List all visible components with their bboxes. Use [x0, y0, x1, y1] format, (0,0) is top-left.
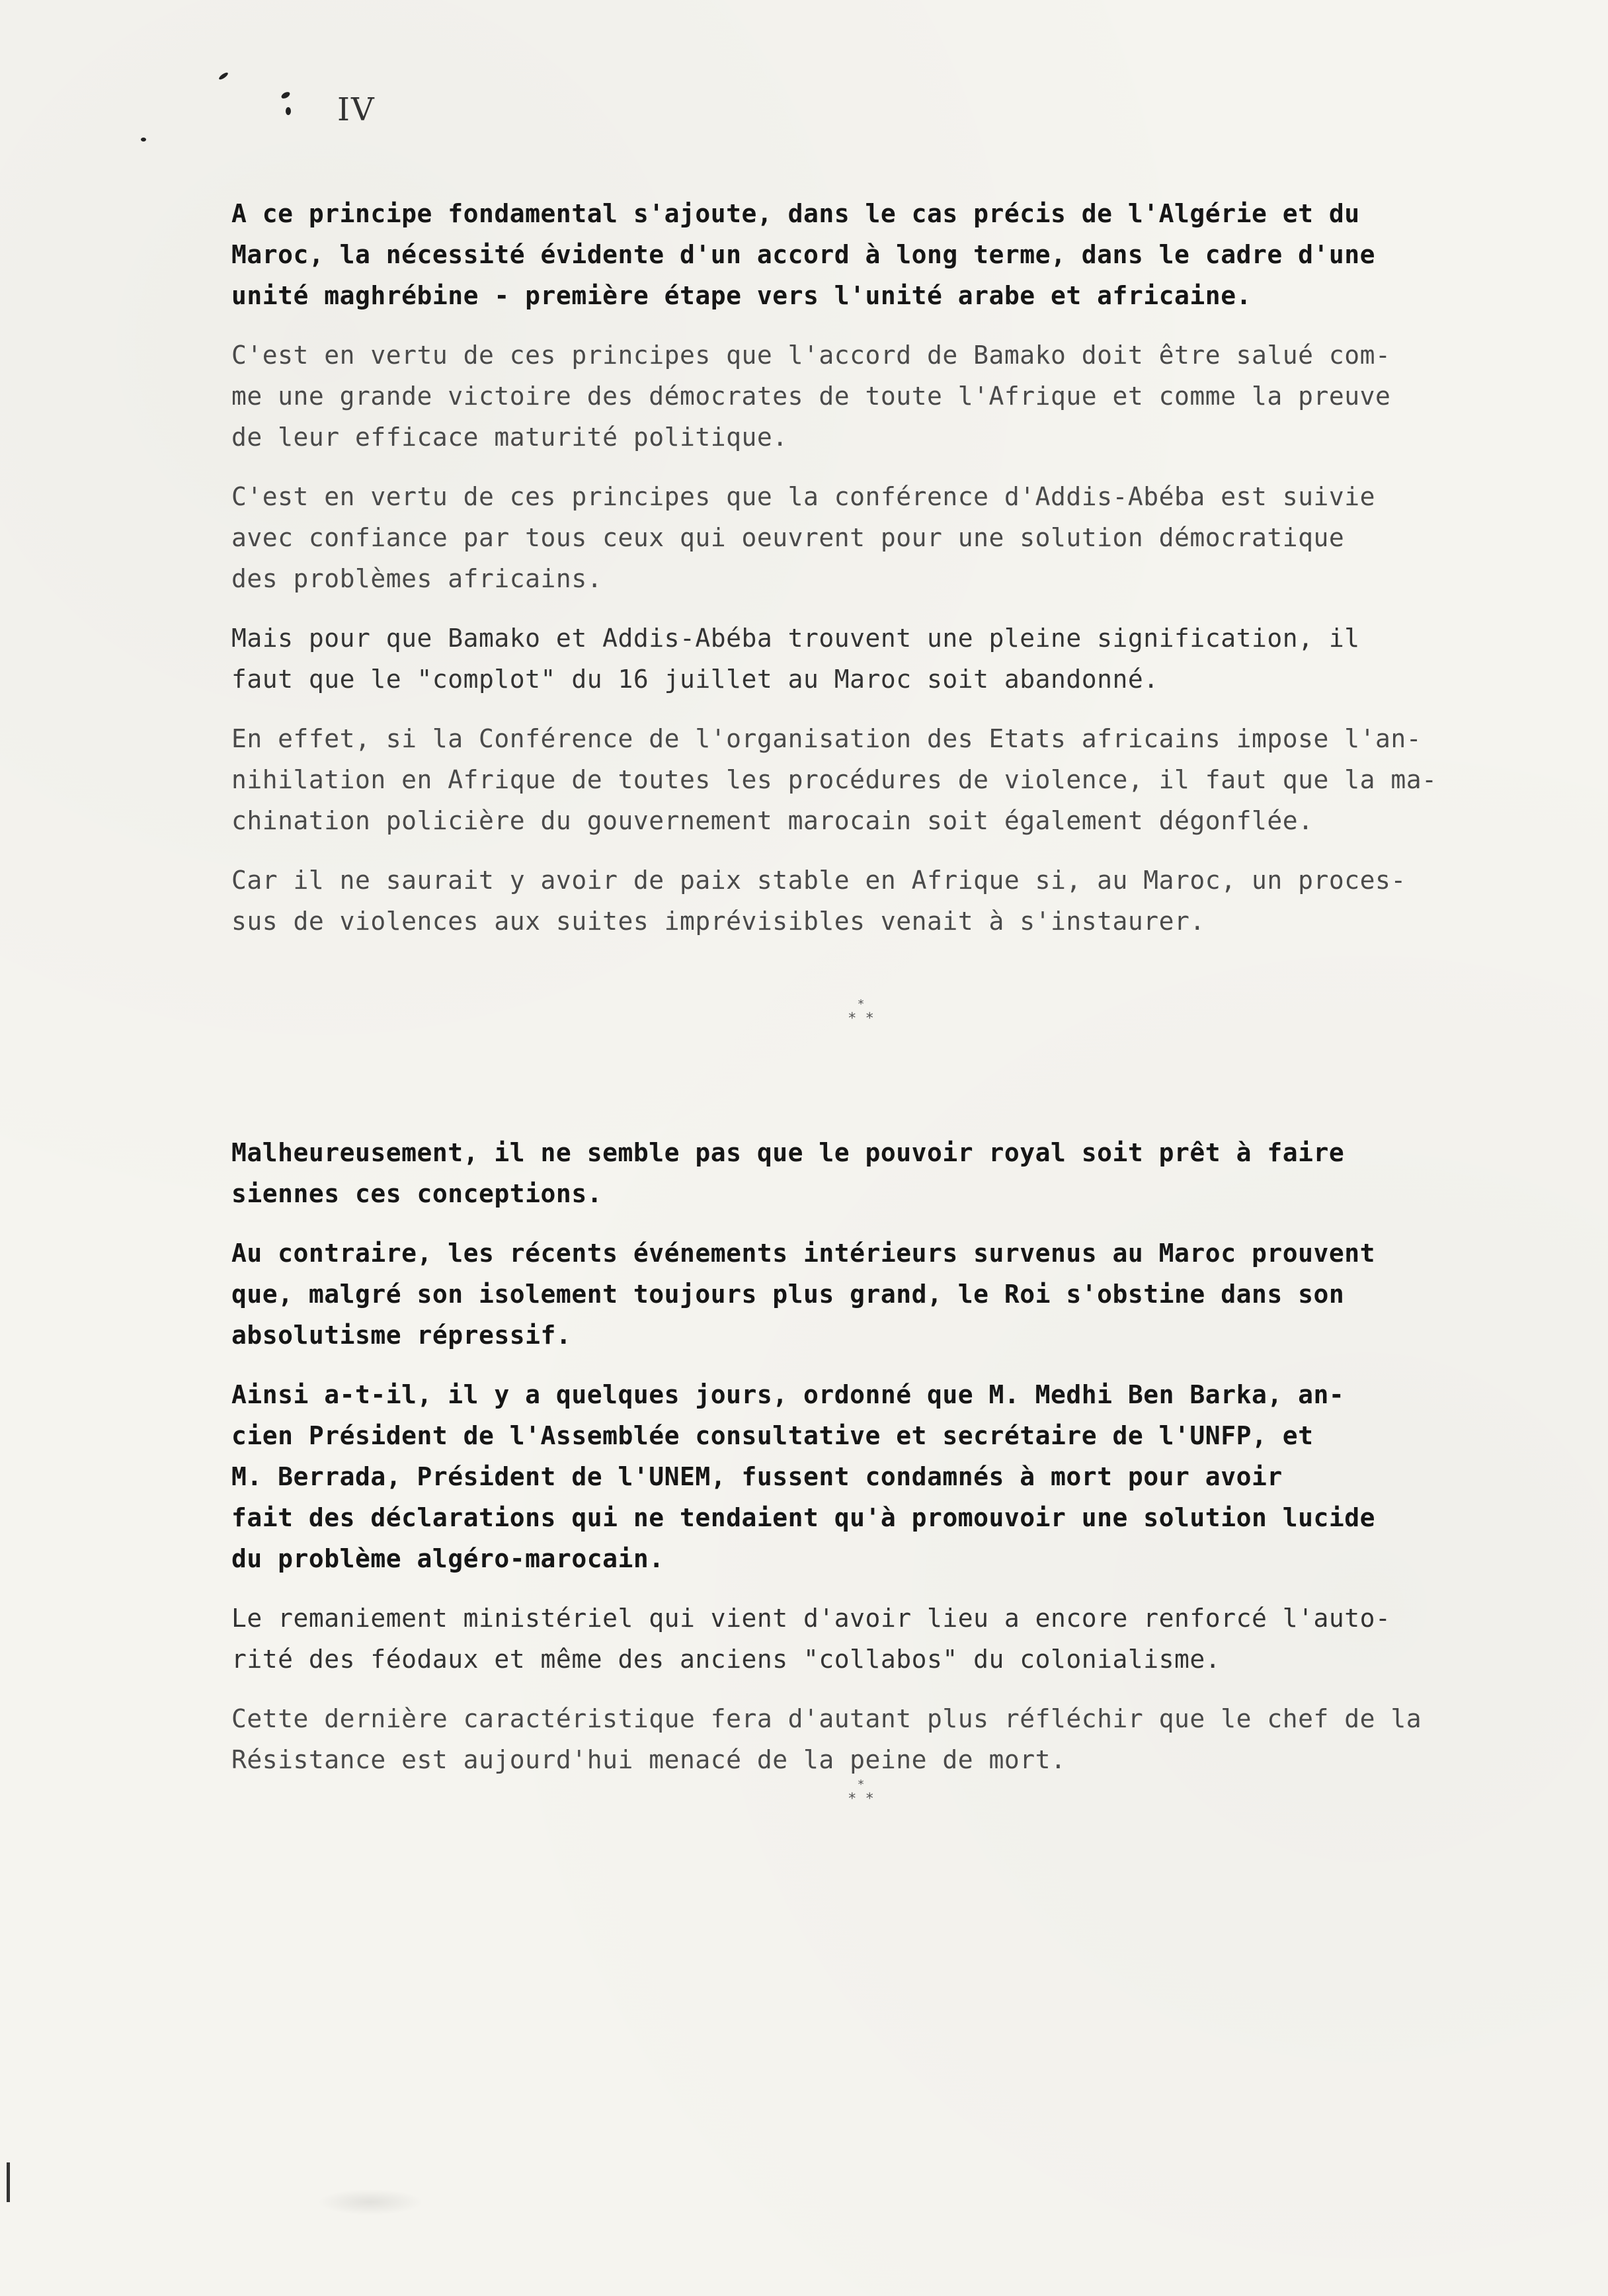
ink-speck [141, 138, 146, 142]
paragraph: Ainsi a-t-il, il y a quelques jours, ordonné que M. Medhi Ben Barka, an- cien Président de l'Assemblée consultative et secrétaire de l'UNFP, et M. Berrada, Président de l'UNEM, fussent condamnés à mort pour avoir fait des déclarations qui ne tendaient qu'à promouvoir une solution lucide du problème algéro-marocain. [231, 1380, 1375, 1573]
paragraph: Mais pour que Bamako et Addis-Abéba trouvent une pleine signification, il faut que le "complot" du 16 juillet au Maroc soit abandonné. [231, 624, 1360, 694]
text-section-1 [231, 193, 1474, 960]
ink-speck [280, 91, 291, 100]
paragraph: A ce principe fondamental s'ajoute, dans le cas précis de l'Algérie et du Maroc, la nécessité évidente d'un accord à long terme, dans le cadre d'une unité maghrébine - première étape vers l'unité arabe et africaine. [231, 199, 1375, 310]
paragraph: Le remaniement ministériel qui vient d'avoir lieu a encore renforcé l'auto- rité des féodaux et même des anciens "collabos" du colonialisme. [231, 1604, 1391, 1674]
paragraph: C'est en vertu de ces principes que l'accord de Bamako doit être salué com- me une grande victoire des démocrates de toute l'Afrique et comme la preuve de leur efficace maturité politique. [231, 341, 1391, 452]
page-number: IV [337, 91, 376, 128]
text-section-2 [231, 1132, 1474, 1799]
paragraph: Au contraire, les récents événements intérieurs survenus au Maroc prouvent que, malgré son isolement toujours plus grand, le Roi s'obstine dans son absolutisme répressif. [231, 1239, 1375, 1350]
paragraph: Car il ne saurait y avoir de paix stable en Afrique si, au Maroc, un proces- sus de violences aux suites imprévisibles venait à s'instaurer. [231, 866, 1406, 936]
section-separator: * * * [848, 1778, 874, 1807]
paragraph: Malheureusement, il ne semble pas que le pouvoir royal soit prêt à faire siennes ces conceptions. [231, 1138, 1345, 1208]
paper-smudge [317, 2189, 423, 2215]
paragraph: Cette dernière caractéristique fera d'autant plus réfléchir que le chef de la Résistance est aujourd'hui menacé de la peine de mort. [231, 1704, 1422, 1774]
section-separator: * * * [848, 997, 874, 1027]
ink-speck [218, 71, 229, 81]
paragraph: C'est en vertu de ces principes que la conférence d'Addis-Abéba est suivie avec confiance par tous ceux qui oeuvrent pour une solution démocratique des problèmes africains. [231, 482, 1375, 593]
paragraph: En effet, si la Conférence de l'organisation des Etats africains impose l'an- nihilation en Afrique de toutes les procédures de violence, il faut que la ma- chination policière du gouvernement marocain soit également dégonflée. [231, 724, 1437, 835]
ink-speck [286, 107, 291, 115]
edge-mark [7, 2162, 10, 2202]
